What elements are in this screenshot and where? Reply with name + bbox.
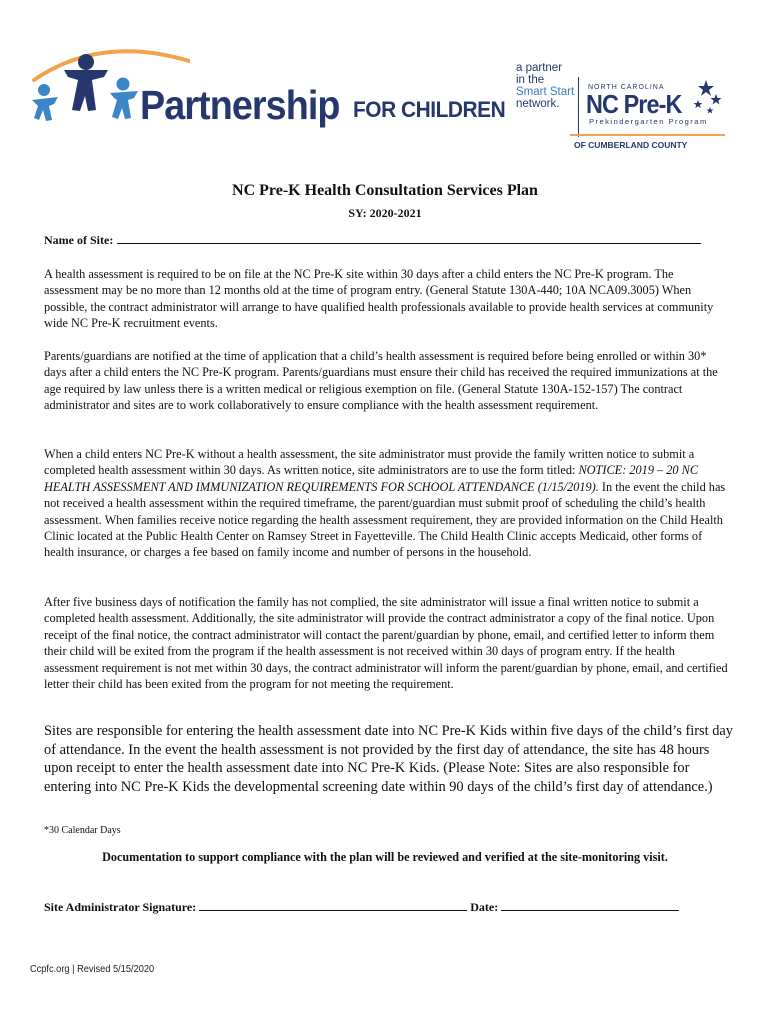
date-field[interactable] <box>501 900 679 911</box>
smart-start-tagline <box>516 62 584 110</box>
text-run: In the event the child has not received a health assessment within the required timeframe, the parent/guardian must submit proof of scheduling the child’s health assessment. When families receive notice regarding the health assessment requirement, they are provided information on the Child Health Clinic located at the Public Health Center on Ramsey Street in Fayetteville. The Child Health Clinic accepts Medicaid, other forms of health insurance, or charges a fee based on family income and number of persons in the household. <box>44 479 726 560</box>
date-label: Date: <box>470 900 499 914</box>
paragraph-health-assessment: A health assessment is required to be on file at the NC Pre-K site within 30 days after a child enters the NC Pre-K program. The assessment may be no more than 12 months old at the time of program entry. (General Statute 130A-440; 10A NCA09.3005) When possible, the contract administrator will arrange to have qualified health professionals available to provide health services at community wide NC Pre-K recruitment events. <box>44 267 714 331</box>
documentation-note: Documentation to support compliance with the plan will be reviewed and verified at the site-monitoring visit. <box>102 850 668 864</box>
divider <box>578 77 579 137</box>
nc-prek-logo-text: NC Pre-K <box>586 89 682 119</box>
document-title: NC Pre-K Health Consultation Services Plan <box>232 182 538 199</box>
site-name-line <box>44 233 701 248</box>
site-name-field[interactable] <box>117 233 701 244</box>
signature-line <box>44 900 679 915</box>
footer-revision: Ccpfc.org | Revised 5/15/2020 <box>30 963 155 975</box>
logo-wordmark: Partnership <box>140 82 340 128</box>
logo-for-children: FOR CHILDREN <box>353 97 506 122</box>
nc-state-label: NORTH CAROLINA <box>588 84 665 91</box>
site-name-label: Name of Site: <box>44 233 114 247</box>
footnote: *30 Calendar Days <box>44 825 121 836</box>
tagline-line: in the <box>516 74 545 86</box>
tagline-line: a partner <box>516 62 563 74</box>
paragraph-sites-responsible: Sites are responsible for entering the health assessment date into NC Pre-K Kids within five days of the child’s first day of attendance. In the event the health assessment is not provided by the first day of attendance, the site has 48 hours upon receipt to enter the health assessment date into NC Pre-K Kids. (Please Note: Sites are also responsible for entering into NC Pre-K Kids the developmental screening date within 90 days of the child’s first day of attendance.) <box>44 723 734 795</box>
letterhead <box>0 0 770 165</box>
paragraph-final-notice: After five business days of notification the family has not complied, the site administrator will issue a final written notice to submit a completed health assessment. Additionally, the site administrator will provide the contract administrator a copy of the final notice. Upon receipt of the final notice, the contract administrator will contact the parent/guardian by phone, email, and certified letter to inform them their child will be exited from the program if the health assessment is not received within 30 days of program entry. If the health assessment requirement is not met within 30 days, the contract administrator will inform the parent/guardian by phone, email, and certified letter their child has been exited from the program for not meeting the requirement. <box>44 595 728 692</box>
orange-rule <box>570 134 725 136</box>
text-run: When a child enters NC Pre-K without a health assessment, the site administrator must provide the family written notice to submit a completed health assessment within 30 days. As written notice, site administrators are to use the form titled: <box>44 447 695 478</box>
tagline-line: network. <box>516 98 560 110</box>
county-label: OF CUMBERLAND COUNTY <box>574 140 688 150</box>
paragraph-no-assessment <box>44 446 728 561</box>
school-year: SY: 2020-2021 <box>348 206 422 220</box>
nc-prek-subtitle: Prekindergarten Program <box>589 117 708 126</box>
tagline-line: Smart Start <box>516 86 575 98</box>
notice-form-title: NOTICE: 2019 – 20 NC HEALTH ASSESSMENT AND IMMUNIZATION REQUIREMENTS FOR SCHOOL ATTENDANCE (1/15/2019). <box>44 463 699 494</box>
paragraph-parents-notified: Parents/guardians are notified at the time of application that a child’s health assessment is required before being enrolled or within 30* days after a child enters the NC Pre-K program. Parents/guardians must ensure their child has received the required immunizations at the age required by law unless there is a written medical or religious exemption on file. (General Statute 130A-152-157) The contract administrator and sites are to work collaboratively to ensure compliance with the health assessment requirement. <box>44 349 718 413</box>
star-cluster-icon <box>686 78 726 118</box>
signature-label: Site Administrator Signature: <box>44 900 197 914</box>
signature-field[interactable] <box>199 900 467 911</box>
